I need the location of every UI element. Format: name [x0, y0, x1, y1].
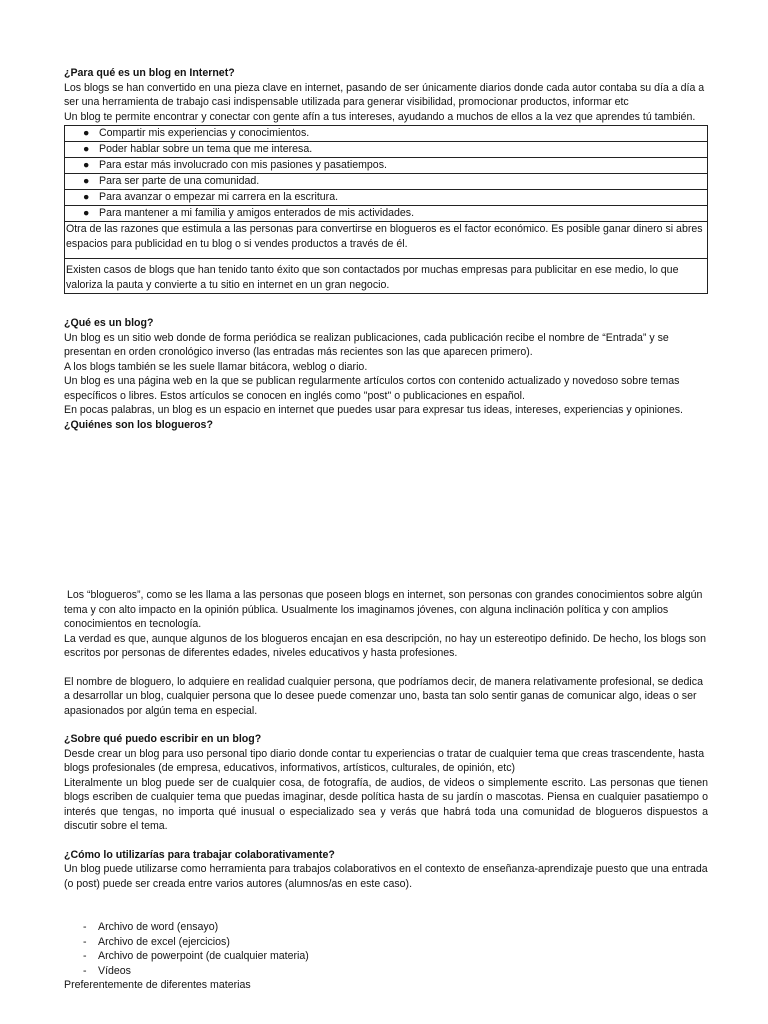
document-page: [64, 66, 708, 993]
paragraph: En pocas palabras, un blog es un espacio en internet que puedes usar para expresar tus ideas, intereses, experiencias y opiniones.: [64, 404, 683, 416]
spacer: [64, 661, 708, 675]
bullet-icon: ●: [83, 143, 90, 155]
paragraph: Un blog puede utilizarse como herramienta para trabajos colaborativos en el contexto de enseñanza-aprendizaje puesto que una entrada (o post) puede ser creada entre varios autores (alumnos/as en este caso).: [64, 863, 708, 890]
heading-para-que: ¿Para qué es un blog en Internet?: [64, 67, 235, 79]
list-item: [65, 190, 707, 206]
list-item-text: Para estar más involucrado con mis pasiones y pasatiempos.: [99, 159, 387, 171]
blank-area: [64, 432, 708, 588]
spacer: [64, 294, 708, 316]
list-item-text: Para mantener a mi familia y amigos enterados de mis actividades.: [99, 207, 415, 219]
paragraph: Los blogs se han convertido en una pieza clave en internet, pasando de ser únicamente diarios donde cada autor contaba su día a día a ser una herramienta de trabajo casi indispensable utilizada para generar visibilidad, promocionar productos, informar etc: [64, 81, 705, 108]
heading-como: ¿Cómo lo utilizarías para trabajar colaborativamente?: [64, 848, 335, 861]
paragraph: Un blog te permite encontrar y conectar con gente afín a tus intereses, ayudando a muchos de ellos a la vez que aprendes tú también.: [64, 110, 696, 123]
paragraph: Desde crear un blog para uso personal tipo diario donde contar tu experiencias o tratar de cualquier tema que creas trascendente, hasta blogs profesionales (de empresa, educativos, informativos, artísticos, culturales, de opinión, etc): [64, 747, 705, 774]
list-item: [83, 964, 708, 979]
paragraph: Los “blogueros”, como se les llama a las personas que poseen blogs en internet, son personas con grandes conocimientos sobre algún tema y con alto impacto en la opinión pública. Usualmente los imaginamos jóvenes, con alguna inclinación política y con amplios conocimientos en tecnología.: [64, 589, 706, 630]
bullet-icon: ●: [83, 207, 90, 219]
list-item-text: Compartir mis experiencias y conocimientos.: [99, 127, 310, 139]
paragraph: A los blogs también se les suele llamar bitácora, weblog o diario.: [64, 360, 368, 373]
paragraph: Un blog es una página web en la que se publican regularmente artículos cortos con contenido actualizado y novedoso sobre temas específicos o libres. Estos artículos se conocen en inglés como "post" o publicaciones en español.: [64, 375, 680, 402]
list-item-text: Para avanzar o empezar mi carrera en la escritura.: [99, 191, 339, 203]
dash-icon: -: [83, 964, 87, 977]
reasons-list: [65, 126, 707, 222]
paragraph: Preferentemente de diferentes materias: [64, 979, 251, 991]
heading-sobre-que: ¿Sobre qué puedo escribir en un blog?: [64, 733, 262, 745]
bullet-icon: ●: [83, 175, 90, 187]
list-item: [83, 949, 708, 964]
list-item: [65, 158, 707, 174]
list-item-text: Archivo de powerpoint (de cualquier materia): [98, 950, 309, 962]
dash-icon: -: [83, 921, 87, 933]
list-item: [83, 935, 708, 950]
paragraph: La verdad es que, aunque algunos de los blogueros encajan en esa descripción, no hay un estereotipo definido. De hecho, los blogs son escritos por personas de diferentes edades, niveles educativos y hasta profesiones.: [64, 632, 706, 659]
dash-icon: -: [83, 950, 87, 962]
dash-icon: -: [83, 935, 87, 948]
spacer: [64, 891, 708, 920]
list-item-text: Archivo de excel (ejercicios): [98, 935, 230, 948]
bullet-icon: ●: [83, 191, 90, 203]
heading-quienes: ¿Quiénes son los blogueros?: [64, 418, 213, 431]
spacer: [64, 834, 708, 848]
table-cell: Otra de las razones que estimula a las personas para convertirse en blogueros es el factor económico. Es posible ganar dinero si abres espacios para publicidad en tu blog o si vendes productos a través de él.: [65, 222, 707, 259]
list-item: [65, 174, 707, 190]
list-item: [65, 142, 707, 158]
list-item-text: Vídeos: [98, 964, 131, 977]
file-types-list: [64, 920, 708, 978]
heading-que-es: ¿Qué es un blog?: [64, 317, 154, 329]
list-item-text: Para ser parte de una comunidad.: [99, 175, 260, 187]
list-item-text: Poder hablar sobre un tema que me interesa.: [99, 143, 313, 155]
paragraph: Un blog es un sitio web donde de forma periódica se realizan publicaciones, cada publicación recibe el nombre de “Entrada” y se presentan en orden cronológico inverso (las entradas más recientes son las que aparecen primero).: [64, 331, 669, 358]
list-item-text: Archivo de word (ensayo): [98, 921, 219, 933]
bullet-icon: ●: [83, 159, 90, 171]
bullet-icon: ●: [83, 127, 90, 139]
spacer: [64, 718, 708, 732]
list-item: [65, 206, 707, 222]
list-item: [83, 920, 708, 935]
table-cell: Existen casos de blogs que han tenido tanto éxito que son contactados por muchas empresas para publicitar en ese medio, lo que valoriza la pauta y convierte a tu sitio en internet en un gran negocio.: [66, 264, 679, 291]
paragraph: El nombre de bloguero, lo adquiere en realidad cualquier persona, que podríamos decir, de manera relativamente profesional, se dedica a desarrollar un blog, cualquier persona que lo desee puede comenzar uno, basta tan solo sentir ganas de comunicar algo, ideas o ser apasionados por algún tema en especial.: [64, 675, 703, 717]
reasons-table: [64, 125, 708, 294]
list-item: [65, 126, 707, 142]
paragraph: Literalmente un blog puede ser de cualquier cosa, de fotografía, de audios, de videos o simplemente escrito. Las personas que tienen blogs escriben de cualquier tema que puedas imaginar, desde política hasta de su jardín o mascotas. Piensa en cualquier pasatiempo o interés que tengas, no importa qué inusual o especializado sea y verás que habrá toda una comunidad de blogueros dispuestos a discutir sobre el tema.: [64, 776, 708, 832]
